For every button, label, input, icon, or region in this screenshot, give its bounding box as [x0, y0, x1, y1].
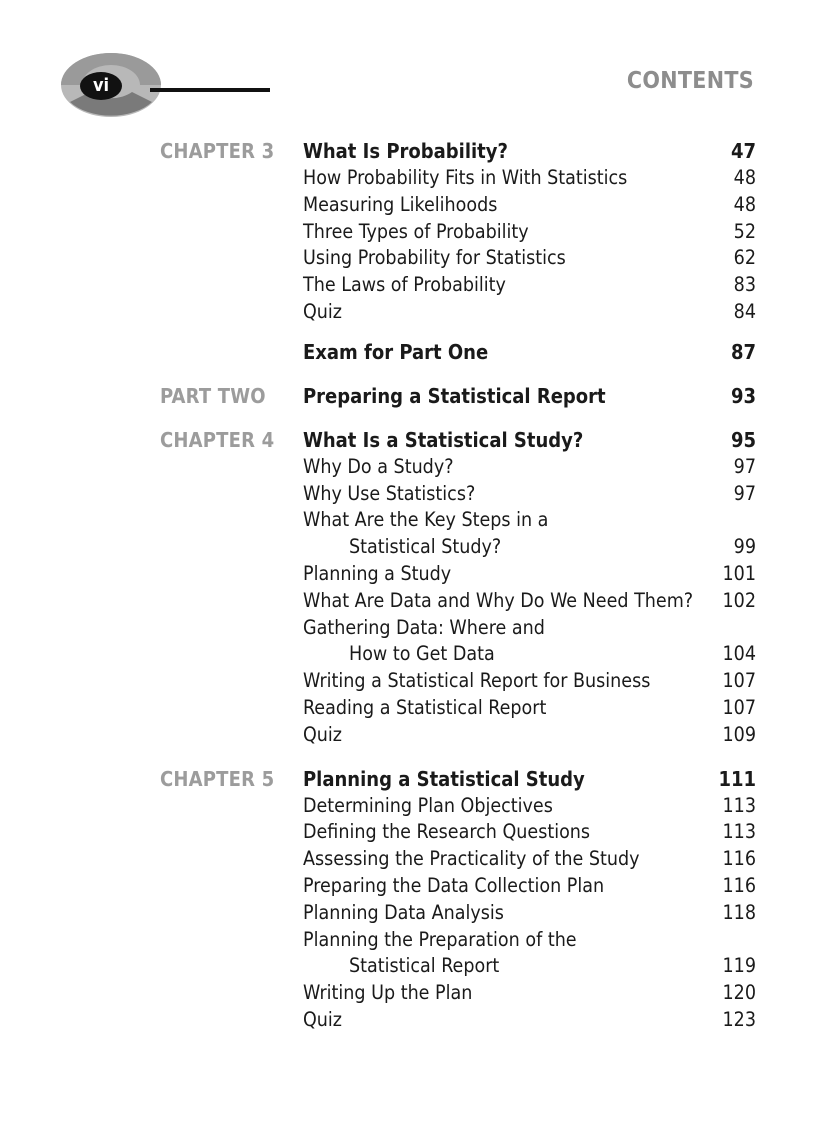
header-rule: [150, 88, 270, 92]
toc-entry[interactable]: [303, 793, 756, 820]
toc-entry[interactable]: [303, 272, 756, 299]
toc-entry[interactable]: [303, 980, 756, 1007]
entry-page: 113: [722, 820, 756, 844]
running-head: CONTENTS: [626, 68, 754, 94]
entry-page: 102: [722, 588, 756, 612]
part-page: 93: [730, 383, 756, 408]
exam-title: Exam for Part One: [303, 339, 489, 364]
section-label: PART TWO: [160, 383, 266, 408]
entry-page: 107: [722, 695, 756, 719]
exam-page: 87: [730, 339, 756, 364]
toc-entry[interactable]: [303, 481, 756, 508]
chapter-title-row[interactable]: [303, 426, 756, 454]
entry-title-continued: Statistical Report: [349, 954, 500, 978]
entry-title: Quiz: [303, 299, 343, 323]
entry-title: How Probability Fits in With Statistics: [303, 166, 628, 189]
toc-entry[interactable]: [303, 668, 756, 695]
toc-entry[interactable]: [303, 165, 756, 192]
toc-section-chapter-4: [160, 426, 756, 749]
entry-page: 99: [733, 535, 756, 559]
toc-entry[interactable]: [303, 722, 756, 749]
toc-entry[interactable]: [303, 846, 756, 873]
toc-entry[interactable]: [303, 873, 756, 900]
entry-title: Why Use Statistics?: [303, 481, 476, 505]
entry-page: 120: [722, 981, 756, 1005]
chapter-title: What Is Probability?: [303, 139, 508, 163]
chapter-page: 111: [718, 766, 756, 791]
entry-title: Writing a Statistical Report for Business: [303, 669, 651, 693]
toc-section-chapter-5: [160, 765, 756, 1034]
entry-title: Measuring Likelihoods: [303, 192, 498, 216]
toc-entry[interactable]: [303, 454, 756, 481]
entry-page: 113: [722, 793, 756, 817]
entry-title-continued: Statistical Study?: [349, 535, 502, 559]
entry-page: 48: [733, 166, 756, 189]
page-number: vi: [92, 75, 110, 96]
entry-title: What Are Data and Why Do We Need Them?: [303, 588, 694, 612]
toc-entry[interactable]: [303, 299, 756, 326]
entry-title: Why Do a Study?: [303, 454, 454, 478]
entry-title: Writing Up the Plan: [303, 981, 473, 1005]
page-header: [0, 0, 816, 130]
entry-page: 62: [733, 246, 756, 270]
entry-page: 107: [722, 669, 756, 693]
toc-entry[interactable]: [303, 1007, 756, 1034]
entry-title: Planning the Preparation of the: [303, 927, 577, 951]
entry-title: The Laws of Probability: [303, 273, 506, 297]
part-title-row[interactable]: [303, 382, 756, 410]
entry-page: 123: [722, 1007, 756, 1031]
entry-title-continued: How to Get Data: [349, 642, 495, 666]
entry-title: Gathering Data: Where and: [303, 615, 545, 639]
chapter-title-row[interactable]: [303, 765, 756, 793]
toc-entry[interactable]: [303, 561, 756, 588]
chapter-page: 47: [730, 139, 756, 163]
chapter-title: Planning a Statistical Study: [303, 766, 585, 791]
entry-page: 119: [722, 954, 756, 978]
entry-title: Using Probability for Statistics: [303, 246, 566, 270]
toc-entry[interactable]: [303, 245, 756, 272]
entry-title: Determining Plan Objectives: [303, 793, 553, 817]
entry-title: Quiz: [303, 1007, 343, 1031]
entry-page: 83: [733, 273, 756, 297]
entry-title: Defining the Research Questions: [303, 820, 591, 844]
chapter-title: What Is a Statistical Study?: [303, 427, 584, 452]
exam-title-row[interactable]: [303, 338, 756, 366]
entry-title: Preparing the Data Collection Plan: [303, 873, 605, 897]
part-title: Preparing a Statistical Report: [303, 383, 606, 408]
section-label: CHAPTER 4: [160, 427, 275, 452]
entry-title: Planning Data Analysis: [303, 900, 504, 924]
entry-page: 97: [733, 454, 756, 478]
entry-page: 101: [722, 561, 756, 585]
entry-page: 104: [722, 642, 756, 666]
toc-entry[interactable]: [303, 192, 756, 219]
entry-page: 116: [722, 873, 756, 897]
entry-title: Three Types of Probability: [303, 219, 529, 243]
toc-entry[interactable]: [303, 588, 756, 615]
toc-entry[interactable]: [303, 695, 756, 722]
entry-title: What Are the Key Steps in a: [303, 508, 549, 532]
toc-entry[interactable]: [303, 927, 756, 981]
section-label: CHAPTER 5: [160, 766, 275, 791]
toc-section-exam-part-one: [160, 338, 756, 366]
entry-page: 97: [733, 481, 756, 505]
toc-section-chapter-3: [160, 137, 756, 326]
table-of-contents: [160, 137, 756, 1034]
entry-title: Assessing the Practicality of the Study: [303, 847, 640, 871]
toc-entry[interactable]: [303, 819, 756, 846]
entry-page: 84: [733, 299, 756, 323]
entry-title: Planning a Study: [303, 561, 452, 585]
entry-page: 109: [722, 722, 756, 746]
toc-entry[interactable]: [303, 507, 756, 561]
toc-entry[interactable]: [303, 219, 756, 246]
entry-title: Quiz: [303, 722, 343, 746]
entry-title: Reading a Statistical Report: [303, 695, 547, 719]
entry-page: 118: [722, 900, 756, 924]
entry-page: 116: [722, 847, 756, 871]
chapter-title-row[interactable]: [303, 137, 756, 165]
toc-entry[interactable]: [303, 900, 756, 927]
entry-page: 48: [733, 192, 756, 216]
toc-section-part-two: [160, 382, 756, 410]
toc-entry[interactable]: [303, 615, 756, 669]
entry-page: 52: [733, 219, 756, 243]
chapter-page: 95: [730, 427, 756, 452]
section-label: CHAPTER 3: [160, 139, 275, 163]
